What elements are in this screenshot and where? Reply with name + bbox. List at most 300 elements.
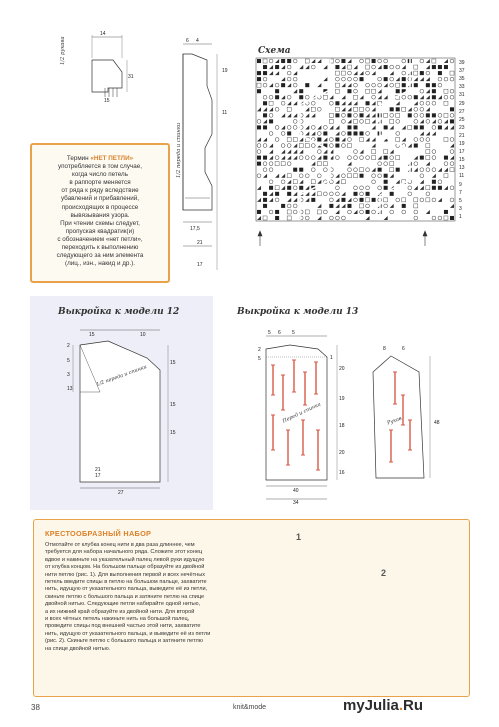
knit-symbol xyxy=(444,216,448,220)
yarn-over-symbol xyxy=(354,168,358,172)
decrease-symbol xyxy=(353,65,357,69)
yarn-over-symbol xyxy=(317,174,321,178)
yarn-over-symbol xyxy=(287,204,291,208)
knit-symbol xyxy=(366,65,370,69)
decrease-symbol xyxy=(414,101,418,105)
no-stitch-symbol xyxy=(426,83,430,87)
knit-symbol xyxy=(360,137,364,141)
decrease-symbol xyxy=(293,71,297,75)
yarn-over-symbol xyxy=(372,174,376,178)
row-number: 35 xyxy=(459,76,465,83)
no-stitch-symbol xyxy=(353,125,357,129)
decrease-symbol xyxy=(426,107,430,111)
knit-symbol xyxy=(293,180,297,184)
decrease-symbol xyxy=(281,150,285,154)
decrease-symbol xyxy=(378,89,382,93)
yarn-over-symbol xyxy=(390,77,394,81)
knit-symbol xyxy=(353,174,357,178)
decrease-symbol xyxy=(269,107,273,111)
decrease-symbol xyxy=(432,174,436,178)
yarn-over-symbol xyxy=(311,156,315,160)
yarn-over-symbol xyxy=(354,186,358,190)
yarn-over-symbol xyxy=(396,65,400,69)
yarn-over-symbol xyxy=(323,168,327,172)
decrease-symbol xyxy=(341,137,345,141)
note-line: (лиц., изн., накид и др.). xyxy=(65,260,135,268)
knit-symbol xyxy=(347,144,351,148)
decrease-symbol xyxy=(444,168,448,172)
decrease-symbol xyxy=(311,192,315,196)
yarn-over-symbol xyxy=(384,59,388,63)
yarn-over-symbol xyxy=(390,65,394,69)
yarn-over-symbol xyxy=(275,198,279,202)
yarn-over-symbol xyxy=(311,168,315,172)
note-line: следующего за ним элемента xyxy=(56,252,144,260)
decrease-symbol xyxy=(341,83,345,87)
p13-body-label: Перед и спинка xyxy=(281,401,322,425)
yarn-over-symbol xyxy=(372,65,376,69)
yarn-over-symbol xyxy=(263,95,267,99)
yarn-over-symbol xyxy=(293,77,297,81)
yarn-over-symbol xyxy=(293,125,297,129)
yarn-over-symbol xyxy=(348,71,352,75)
no-stitch-symbol xyxy=(402,77,406,81)
yarn-over-symbol xyxy=(263,144,267,148)
yarn-over-symbol xyxy=(348,156,352,160)
decrease-symbol xyxy=(396,77,400,81)
chart-border xyxy=(256,58,455,221)
decrease-symbol xyxy=(360,95,364,99)
yarn-over-symbol xyxy=(305,174,309,178)
yarn-over-symbol xyxy=(450,162,454,166)
decrease-symbol xyxy=(444,119,448,123)
knit-symbol xyxy=(335,107,339,111)
knit-symbol xyxy=(329,119,333,123)
decrease-symbol xyxy=(263,174,267,178)
yarn-over-symbol xyxy=(287,125,291,129)
decrease-symbol xyxy=(281,65,285,69)
row-number: 9 xyxy=(459,181,462,188)
decrease-symbol xyxy=(408,144,412,148)
decrease-symbol xyxy=(299,150,303,154)
decrease-symbol xyxy=(426,59,430,63)
no-stitch-symbol xyxy=(275,216,279,220)
no-stitch-symbol xyxy=(360,174,364,178)
no-stitch-symbol xyxy=(311,198,315,202)
decrease-symbol xyxy=(420,131,424,135)
decrease-symbol xyxy=(311,162,315,166)
yarn-over-symbol xyxy=(438,77,442,81)
yarn-over-symbol xyxy=(311,125,315,129)
knit-symbol xyxy=(263,59,267,63)
no-stitch-symbol xyxy=(335,137,339,141)
decrease-symbol xyxy=(347,198,351,202)
body-dim-top-2: 4 xyxy=(196,38,199,44)
no-stitch-symbol xyxy=(384,65,388,69)
knit-symbol xyxy=(287,137,291,141)
no-stitch-symbol xyxy=(432,180,436,184)
yarn-over-symbol xyxy=(432,125,436,129)
yarn-over-symbol xyxy=(287,71,291,75)
knit-symbol xyxy=(384,150,388,154)
row-number: 39 xyxy=(459,60,465,66)
no-stitch-symbol xyxy=(360,77,364,81)
no-stitch-symbol xyxy=(281,59,285,63)
decrease-symbol xyxy=(341,65,345,69)
decrease-symbol xyxy=(378,156,382,160)
knit-symbol xyxy=(269,101,273,105)
note-line: убавлений и прибавлений, xyxy=(60,195,140,203)
instruction-line: от клубка концом. На большом пальце образуйте из двойной xyxy=(45,564,205,571)
row-number: 29 xyxy=(459,100,465,107)
knit-symbol xyxy=(360,168,364,172)
no-stitch-symbol xyxy=(347,113,351,117)
no-stitch-symbol xyxy=(347,131,351,135)
body-label: 1/2 переда и спинки xyxy=(176,122,182,178)
yarn-over-symbol xyxy=(354,83,358,87)
yarn-over-symbol xyxy=(269,168,273,172)
yarn-over-symbol xyxy=(450,113,454,117)
no-stitch-symbol xyxy=(366,192,370,196)
no-stitch-symbol xyxy=(384,125,388,129)
no-stitch-symbol xyxy=(353,192,357,196)
no-stitch-symbol xyxy=(269,186,273,190)
yarn-over-symbol xyxy=(372,210,376,214)
decrease-symbol xyxy=(317,204,321,208)
yarn-over-symbol xyxy=(342,174,346,178)
yarn-over-symbol xyxy=(329,198,333,202)
decrease-symbol xyxy=(335,198,339,202)
decrease-symbol xyxy=(353,210,357,214)
decrease-symbol xyxy=(287,113,291,117)
row-number: 21 xyxy=(459,132,465,139)
yarn-over-symbol xyxy=(269,162,273,166)
knit-symbol xyxy=(263,216,267,220)
yarn-over-symbol xyxy=(275,107,279,111)
no-stitch-symbol xyxy=(329,204,333,208)
yarn-over-symbol xyxy=(293,210,297,214)
no-stitch-symbol xyxy=(263,204,267,208)
p12-dim-side-3: 15 xyxy=(170,430,176,436)
sleeve-dim-side: 31 xyxy=(128,74,134,80)
yarn-over-symbol xyxy=(257,144,261,148)
no-stitch-symbol xyxy=(263,71,267,75)
yarn-over-symbol xyxy=(432,150,436,154)
yarn-over-symbol xyxy=(311,65,315,69)
knit-symbol xyxy=(353,119,357,123)
decrease-symbol xyxy=(293,101,297,105)
yarn-over-symbol xyxy=(287,77,291,81)
decrease-symbol xyxy=(293,198,297,202)
no-stitch-symbol xyxy=(438,186,442,190)
row-number: 19 xyxy=(459,141,465,147)
yarn-over-symbol xyxy=(450,138,454,142)
yarn-over-symbol xyxy=(372,95,376,99)
decrease-symbol xyxy=(293,89,297,93)
knit-symbol xyxy=(366,59,370,63)
instruction-line: а их нижний край образуйте из двойной нити. Для второй xyxy=(45,608,195,615)
note-line: переходить к выполнению xyxy=(61,244,139,252)
yarn-over-symbol xyxy=(432,101,436,105)
knit-symbol xyxy=(372,150,376,154)
body-dim-side-6: 17 xyxy=(197,262,203,268)
yarn-over-symbol xyxy=(384,162,388,166)
decrease-symbol xyxy=(293,192,297,196)
no-stitch-symbol xyxy=(402,204,406,208)
yarn-over-symbol xyxy=(269,180,273,184)
decrease-symbol xyxy=(396,180,400,184)
decrease-symbol xyxy=(372,101,376,105)
no-stitch-symbol xyxy=(372,198,376,202)
row-number: 13 xyxy=(459,165,465,172)
decrease-symbol xyxy=(257,137,261,141)
knit-symbol xyxy=(372,89,376,93)
yarn-over-symbol xyxy=(444,95,448,99)
no-stitch-symbol xyxy=(420,71,424,75)
knit-symbol xyxy=(287,174,291,178)
instruction-line: на спице двойной нитью. xyxy=(45,645,111,652)
decrease-symbol xyxy=(281,125,285,129)
decrease-symbol xyxy=(438,95,442,99)
yarn-over-symbol xyxy=(354,198,358,202)
no-stitch-symbol xyxy=(281,204,285,208)
no-stitch-symbol xyxy=(275,65,279,69)
p12-dim-neck-4: 13 xyxy=(67,386,73,392)
cross-cast-on-text xyxy=(45,542,295,653)
yarn-over-symbol xyxy=(360,156,364,160)
decrease-symbol xyxy=(426,77,430,81)
p13-dim-top-4: 8 xyxy=(383,346,386,352)
decrease-symbol xyxy=(426,89,430,93)
yarn-over-symbol xyxy=(275,156,279,160)
no-stitch-symbol xyxy=(366,210,370,214)
decrease-symbol xyxy=(347,162,351,166)
yarn-over-symbol xyxy=(420,168,424,172)
yarn-over-symbol xyxy=(390,113,394,117)
yarn-over-symbol xyxy=(281,180,285,184)
yarn-over-symbol xyxy=(420,107,424,111)
no-stitch-symbol xyxy=(390,107,394,111)
knitting-chart xyxy=(257,58,454,221)
knit-symbol xyxy=(287,107,291,111)
p13-dim-body-0: 2 xyxy=(258,347,261,353)
p12-dim-bottom: 27 xyxy=(118,490,124,496)
decrease-symbol xyxy=(384,83,388,87)
no-stitch-symbol xyxy=(438,71,442,75)
yarn-over-symbol xyxy=(438,216,442,220)
yarn-over-symbol xyxy=(293,83,297,87)
p13-dim-top-5: 6 xyxy=(402,346,405,352)
no-stitch-symbol xyxy=(372,59,376,63)
decrease-symbol xyxy=(347,59,351,63)
yarn-over-symbol xyxy=(402,95,406,99)
p13-dim-body-5: 18 xyxy=(339,423,345,429)
yarn-over-symbol xyxy=(432,216,436,220)
knit-symbol xyxy=(450,168,454,172)
yarn-over-symbol xyxy=(450,198,454,202)
decrease-symbol xyxy=(317,83,321,87)
decrease-symbol xyxy=(414,77,418,81)
knit-symbol xyxy=(317,192,321,196)
decrease-symbol xyxy=(317,216,321,220)
yarn-over-symbol xyxy=(354,150,358,154)
yarn-over-symbol xyxy=(269,95,273,99)
no-stitch-symbol xyxy=(287,131,291,135)
no-stitch-symbol xyxy=(335,65,339,69)
row-number: 15 xyxy=(459,157,465,164)
no-stitch-symbol xyxy=(384,174,388,178)
p13-sleeve-dim: 48 xyxy=(434,420,440,426)
yarn-over-symbol xyxy=(263,83,267,87)
no-stitch-symbol xyxy=(353,131,357,135)
row-number: 27 xyxy=(459,108,465,115)
no-stitch-symbol xyxy=(263,192,267,196)
decrease-symbol xyxy=(360,71,364,75)
yarn-over-symbol xyxy=(432,198,436,202)
decrease-symbol xyxy=(287,156,291,160)
page-number: 38 xyxy=(31,703,40,712)
decrease-symbol xyxy=(263,107,267,111)
p12-dim-side-4: 21 xyxy=(95,467,101,473)
no-stitch-symbol xyxy=(257,162,261,166)
decrease-symbol xyxy=(432,131,436,135)
no-stitch-symbol xyxy=(438,125,442,129)
no-stitch-symbol xyxy=(432,83,436,87)
decrease-symbol xyxy=(275,59,279,63)
p12-dim-top-2: 10 xyxy=(140,332,146,338)
no-stitch-symbol xyxy=(263,198,267,202)
no-stitch-symbol xyxy=(360,198,364,202)
no-stitch-symbol xyxy=(299,168,303,172)
knit-symbol xyxy=(257,83,261,87)
no-stitch-symbol xyxy=(432,95,436,99)
decrease-symbol xyxy=(275,174,279,178)
yarn-over-symbol xyxy=(342,144,346,148)
yarn-over-symbol xyxy=(269,210,273,214)
yarn-over-symbol xyxy=(275,83,279,87)
p12-dim-side-5: 17 xyxy=(95,473,101,479)
no-stitch-symbol xyxy=(450,119,454,123)
body-dim-top-1: 6 xyxy=(186,38,189,44)
knit-symbol xyxy=(293,137,297,141)
decrease-symbol xyxy=(323,77,327,81)
decrease-symbol xyxy=(305,131,309,135)
decrease-symbol xyxy=(426,95,430,99)
no-stitch-symbol xyxy=(414,125,418,129)
decrease-symbol xyxy=(311,113,315,117)
yarn-over-symbol xyxy=(402,210,406,214)
no-stitch-symbol xyxy=(323,156,327,160)
decrease-symbol xyxy=(287,83,291,87)
no-stitch-symbol xyxy=(275,89,279,93)
cross-cast-on-title: КРЕСТООБРАЗНЫЙ НАБОР xyxy=(45,529,152,538)
decrease-symbol xyxy=(450,144,454,148)
decrease-symbol xyxy=(347,119,351,123)
knit-symbol xyxy=(311,107,315,111)
yarn-over-symbol xyxy=(396,198,400,202)
yarn-over-symbol xyxy=(305,216,309,220)
knit-symbol xyxy=(305,210,309,214)
no-stitch-symbol xyxy=(257,59,261,63)
decrease-symbol xyxy=(257,198,261,202)
knit-symbol xyxy=(426,186,430,190)
yarn-over-symbol xyxy=(420,101,424,105)
note-line: вывязывания узора. xyxy=(70,211,130,219)
no-stitch-symbol xyxy=(275,210,279,214)
yarn-over-symbol xyxy=(378,174,382,178)
no-stitch-symbol xyxy=(438,65,442,69)
yarn-over-symbol xyxy=(281,101,285,105)
knit-symbol xyxy=(444,174,448,178)
knit-symbol xyxy=(311,180,315,184)
instruction-line: вдвое и накиньте на указательный палец левой руки идущую xyxy=(45,556,205,563)
no-stitch-symbol xyxy=(287,192,291,196)
yarn-over-symbol xyxy=(335,192,339,196)
schema-title: Схема xyxy=(258,46,291,56)
yarn-over-symbol xyxy=(342,113,346,117)
yarn-over-symbol xyxy=(335,77,339,81)
yarn-over-symbol xyxy=(450,77,454,81)
decrease-symbol xyxy=(450,125,454,129)
no-stitch-symbol xyxy=(450,216,454,220)
decrease-symbol xyxy=(269,156,273,160)
note-line: происходящих в процессе xyxy=(61,203,139,211)
yarn-over-symbol xyxy=(329,216,333,220)
decrease-symbol xyxy=(372,144,376,148)
yarn-over-symbol xyxy=(360,192,364,196)
no-stitch-symbol xyxy=(269,119,273,123)
note-keyword: «НЕТ ПЕТЛИ» xyxy=(90,155,134,162)
decrease-symbol xyxy=(317,180,321,184)
yarn-over-symbol xyxy=(293,59,297,63)
decrease-symbol xyxy=(293,113,297,117)
yarn-over-symbol xyxy=(281,144,285,148)
yarn-over-symbol xyxy=(366,168,370,172)
knit-symbol xyxy=(366,198,370,202)
instruction-line: петель введите спицы в петлю на большом пальце, захватите xyxy=(45,579,207,586)
yarn-over-symbol xyxy=(348,138,352,142)
knit-symbol xyxy=(426,198,430,202)
yarn-over-symbol xyxy=(348,168,352,172)
yarn-over-symbol xyxy=(426,168,430,172)
decrease-symbol xyxy=(329,125,333,129)
yarn-over-symbol xyxy=(366,132,370,136)
decrease-symbol xyxy=(269,150,273,154)
decrease-symbol xyxy=(432,119,436,123)
yarn-over-symbol xyxy=(426,138,430,142)
knit-symbol xyxy=(341,180,345,184)
row-number: 5 xyxy=(459,197,462,204)
knit-symbol xyxy=(384,198,388,202)
row-number: 1 xyxy=(459,213,462,220)
p13-dim-top-2: 6 xyxy=(278,330,281,336)
no-stitch-symbol xyxy=(257,77,261,81)
knit-symbol xyxy=(396,156,400,160)
yarn-over-symbol xyxy=(378,162,382,166)
knit-symbol xyxy=(390,119,394,123)
yarn-over-symbol xyxy=(426,101,430,105)
knit-symbol xyxy=(390,162,394,166)
knit-symbol xyxy=(329,113,333,117)
decrease-symbol xyxy=(444,59,448,63)
body-dim-side-2: 11 xyxy=(222,110,228,116)
instruction-line: требуется для набора начального ряда. Сложите этот конец xyxy=(45,549,203,556)
decrease-symbol xyxy=(426,131,430,135)
no-stitch-symbol xyxy=(263,156,267,160)
p12-dim-side-2: 15 xyxy=(170,402,176,408)
yarn-over-symbol xyxy=(390,156,394,160)
knit-symbol xyxy=(281,162,285,166)
